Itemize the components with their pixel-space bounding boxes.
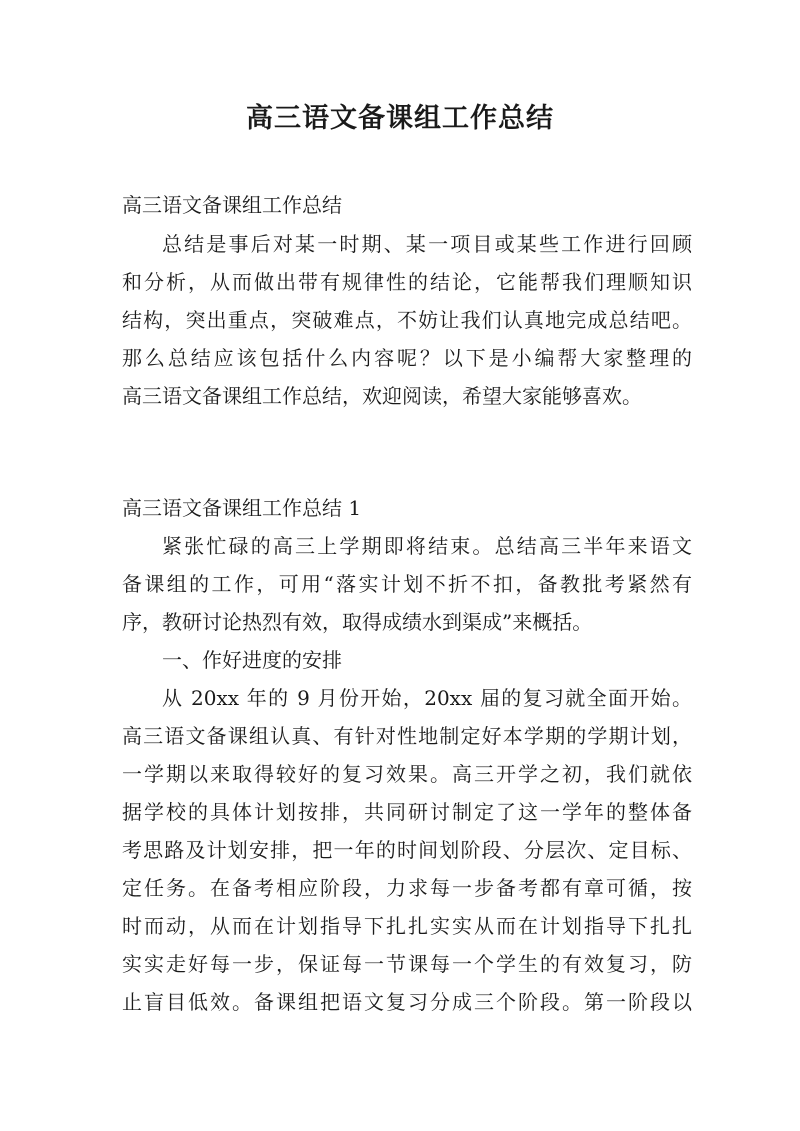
- document-title: 高三语文备课组工作总结: [246, 103, 554, 134]
- intro-line: 高三语文备课组工作总结，欢迎阅读，希望大家能够喜欢。: [122, 384, 642, 408]
- intro-line: 那么总结应该包括什么内容呢？以下是小编帮大家整理的: [122, 346, 692, 370]
- para2-line: 从 20xx 年的 9 月份开始，20xx 届的复习就全面开始。: [162, 686, 692, 710]
- para2-line: 定任务。在备考相应阶段，力求每一步备考都有章可循，按: [122, 876, 692, 900]
- subheading-progress: 一、作好进度的安排: [162, 648, 342, 672]
- section1-line: 序，教研讨论热烈有效，取得成绩水到渠成”来概括。: [122, 610, 593, 634]
- para2-line: 止盲目低效。备课组把语文复习分成三个阶段。第一阶段以: [122, 990, 692, 1014]
- section1-heading: 高三语文备课组工作总结 1: [122, 496, 362, 520]
- para2-line: 实实走好每一步，保证每一节课每一个学生的有效复习，防: [122, 952, 692, 976]
- intro-heading: 高三语文备课组工作总结: [122, 193, 342, 217]
- intro-line: 和分析，从而做出带有规律性的结论，它能帮我们理顺知识: [122, 270, 692, 294]
- intro-line: 结构，突出重点，突破难点，不妨让我们认真地完成总结吧。: [122, 308, 692, 332]
- para2-line: 时而动，从而在计划指导下扎扎实实从而在计划指导下扎扎: [122, 914, 692, 938]
- intro-line: 总结是事后对某一时期、某一项目或某些工作进行回顾: [162, 232, 692, 256]
- para2-line: 高三语文备课组认真、有针对性地制定好本学期的学期计划，: [122, 724, 692, 748]
- para2-line: 据学校的具体计划按排，共同研讨制定了这一学年的整体备: [122, 800, 692, 824]
- para2-line: 考思路及计划安排，把一年的时间划阶段、分层次、定目标、: [122, 838, 692, 862]
- para2-line: 一学期以来取得较好的复习效果。高三开学之初，我们就依: [122, 762, 692, 786]
- section1-line: 备课组的工作，可用“落实计划不折不扣，备教批考紧然有: [122, 572, 692, 596]
- section1-line: 紧张忙碌的高三上学期即将结束。总结高三半年来语文: [162, 534, 692, 558]
